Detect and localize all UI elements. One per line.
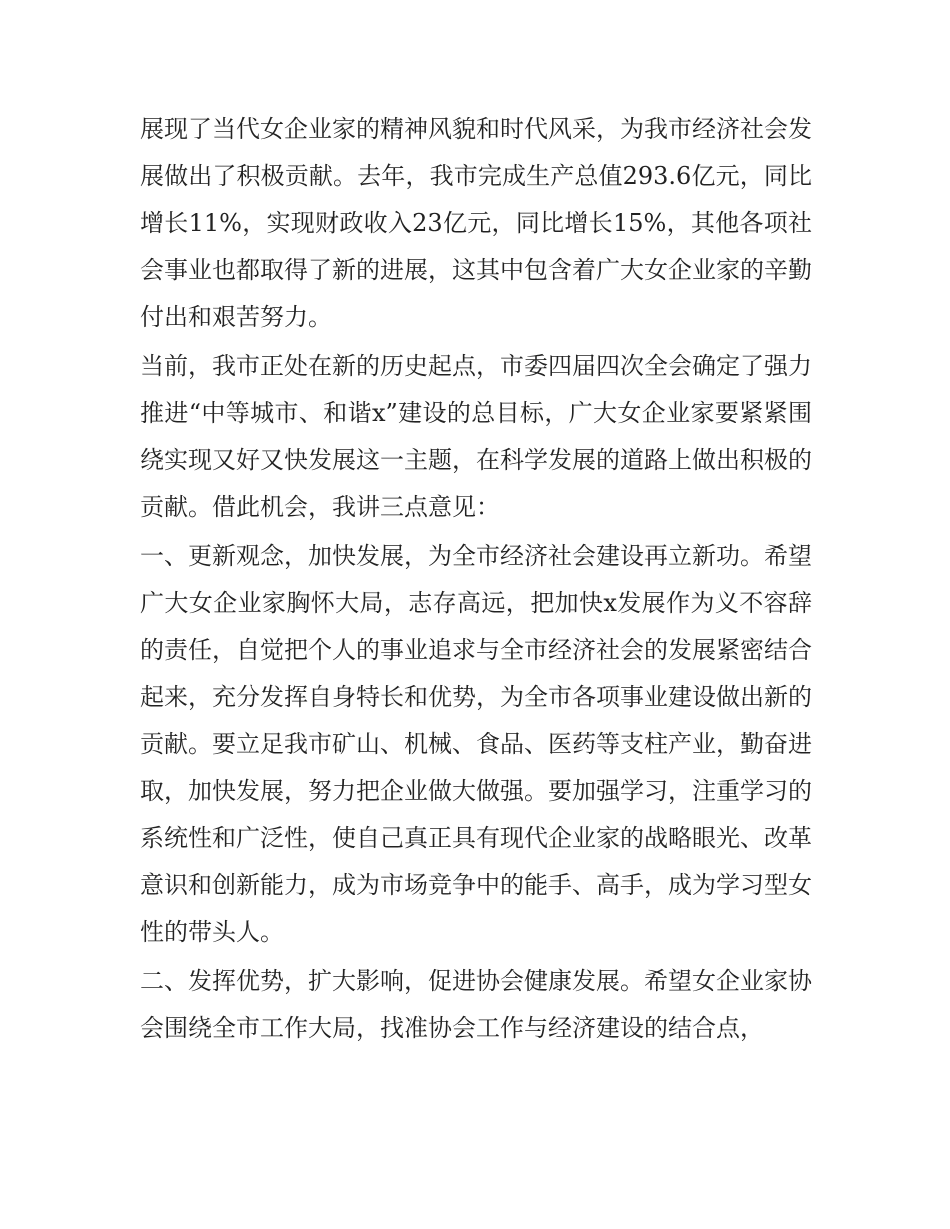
document-body <box>140 106 812 1052</box>
paragraph-contribution: 展现了当代女企业家的精神风貌和时代风采，为我市经济社会发展做出了积极贡献。去年，我市完成生产总值293.6亿元，同比增长11%，实现财政收入23亿元，同比增长15%，其他各项社会事业也都取得了新的进展，这其中包含着广大女企业家的辛勤付出和艰苦努力。 <box>140 115 812 331</box>
paragraph-point-one: 一、更新观念，加快发展，为全市经济社会建设再立新功。希望广大女企业家胸怀大局，志存高远，把加快x发展作为义不容辞的责任，自觉把个人的事业追求与全市经济社会的发展紧密结合起来，充分发挥自身特长和优势，为全市各项事业建设做出新的贡献。要立足我市矿山、机械、食品、医药等支柱产业，勤奋进取，加快发展，努力把企业做大做强。要加强学习，注重学习的系统性和广泛性，使自己真正具有现代企业家的战略眼光、改革意识和创新能力，成为市场竞争中的能手、高手，成为学习型女性的带头人。 <box>140 542 812 946</box>
paragraph-current-situation: 当前，我市正处在新的历史起点，市委四届四次全会确定了强力推进“中等城市、和谐x”建设的总目标，广大女企业家要紧紧围绕实现又好又快发展这一主题，在科学发展的道路上做出积极的贡献。借此机会，我讲三点意见： <box>140 352 812 521</box>
paragraph-point-two: 二、发挥优势，扩大影响，促进协会健康发展。希望女企业家协会围绕全市工作大局，找准协会工作与经济建设的结合点， <box>140 967 812 1042</box>
